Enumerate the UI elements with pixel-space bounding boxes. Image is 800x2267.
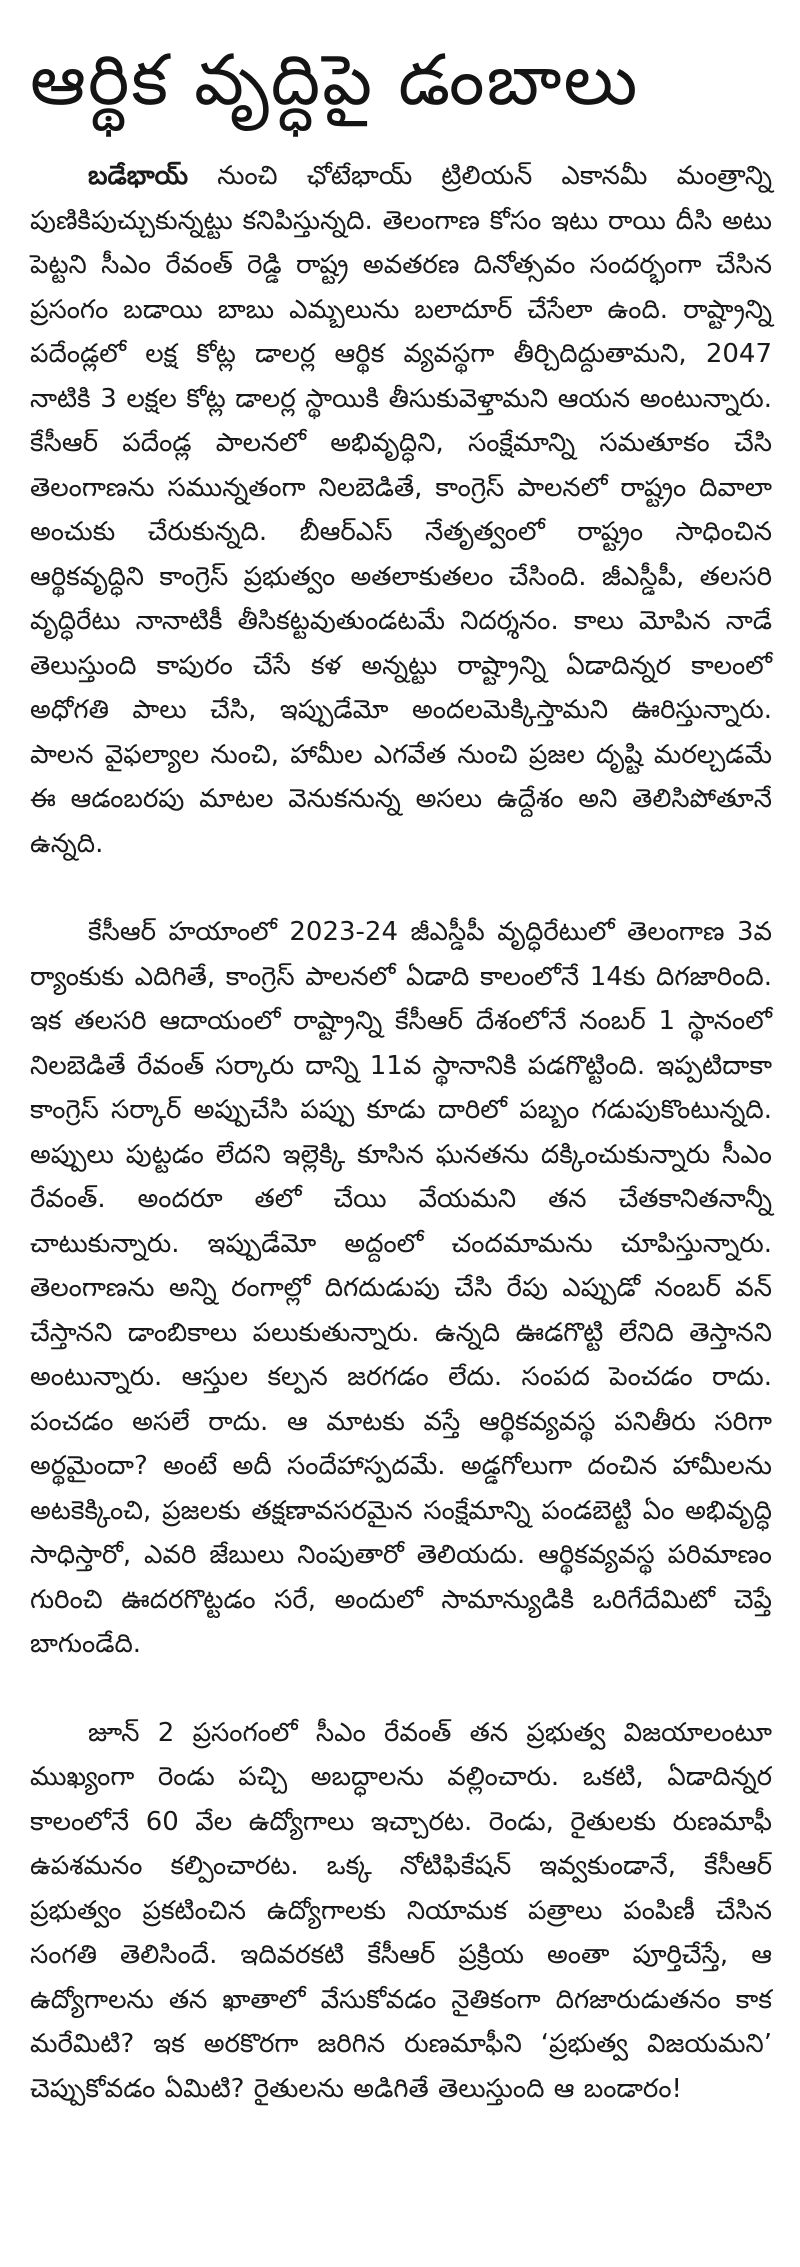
paragraph-2-text: కేసీఆర్ హయాంలో 2023-24 జీఎస్డీపీ వృద్ధిరేటులో తెలంగాణ 3వ ర్యాంకుకు ఎదిగితే, కాంగ్రెస్ పాలనలో ఏడాది కాలంలోనే 14కు దిగజారింది. ఇక తలసరి ఆదాయంలో రాష్ట్రాన్ని కేసీఆర్ దేశంలోనే నంబర్ 1 స్థానంలో నిలబెడితే రేవంత్ సర్కారు దాన్ని 11వ స్థానానికి పడగొట్టింది. ఇప్పటిదాకా కాంగ్రెస్ సర్కార్ అప్పుచేసి పప్పు కూడు దారిలో పబ్బం గడుపుకొంటున్నది. అప్పులు పుట్టడం లేదని ఇల్లెక్కి కూసిన ఘనతను దక్కించుకున్నారు సీఎం రేవంత్. అందరూ తలో చేయి వేయమని తన చేతకానితనాన్నీ చాటుకున్నారు. ఇప్పుడేమో అద్దంలో చందమామను చూపిస్తున్నారు. తెలంగాణను అన్ని రంగాల్లో దిగదుడుపు చేసి రేపు ఎప్పుడో నంబర్ వన్ చేస్తానని డాంబికాలు పలుకుతున్నారు. ఉన్నది ఊడగొట్టి లేనిది తెస్తానని అంటున్నారు. ఆస్తుల కల్పన జరగడం లేదు. సంపద పెంచడం రాదు. పంచడం అసలే రాదు. ఆ మాటకు వస్తే ఆర్థికవ్యవస్థ పనితీరు సరిగా అర్థమైందా? అంటే అదీ సందేహాస్పదమే. అడ్డగోలుగా దంచిన హామీలను అటకెక్కించి, ప్రజలకు తక్షణావసరమైన సంక్షేమాన్ని పండబెట్టి ఏం అభివృద్ధి సాధిస్తారో, ఎవరి జేబులు నింపుతారో తెలియదు. ఆర్థికవ్యవస్థ పరిమాణం గురించి ఊదరగొట్టడం సరే, అందులో సామాన్యుడికి ఒరిగేదేమిటో చెప్తే బాగుండేది. <box>30 917 772 1659</box>
paragraph-1-text: నుంచి ఛోటేభాయ్ ట్రిలియన్ ఎకానమీ మంత్రాన్ని పుణికిపుచ్చుకున్నట్టు కనిపిస్తున్నది. తెలంగాణ కోసం ఇటు రాయి దీసి అటు పెట్టని సీఎం రేవంత్ రెడ్డి రాష్ట్ర అవతరణ దినోత్సవం సందర్భంగా చేసిన ప్రసంగం బడాయి బాబు ఎమ్బలును బలాదూర్ చేసేలా ఉంది. రాష్ట్రాన్ని పదేండ్లలో లక్ష కోట్ల డాలర్ల ఆర్థిక వ్యవస్థగా తీర్చిదిద్దుతామని, 2047 నాటికి 3 లక్షల కోట్ల డాలర్ల స్థాయికి తీసుకువెళ్తామని ఆయన అంటున్నారు. కేసీఆర్ పదేండ్ల పాలనలో అభివృద్ధిని, సంక్షేమాన్ని సమతూకం చేసి తెలంగాణను సమున్నతంగా నిలబెడితే, కాంగ్రెస్ పాలనలో రాష్ట్రం దివాలా అంచుకు చేరుకున్నది. బీఆర్ఎస్ నేతృత్వంలో రాష్ట్రం సాధించిన ఆర్థికవృద్ధిని కాంగ్రెస్ ప్రభుత్వం అతలాకుతలం చేసింది. జీఎస్డీపీ, తలసరి వృద్ధిరేటు నానాటికీ తీసికట్టవుతుండటమే నిదర్శనం. కాలు మోపిన నాడే తెలుస్తుంది కాపురం చేసే కళ అన్నట్టు రాష్ట్రాన్ని ఏడాదిన్నర కాలంలో అధోగతి పాలు చేసి, ఇప్పుడేమో అందలమెక్కిస్తామని ఊరిస్తున్నారు. పాలన వైఫల్యాల నుంచి, హామీల ఎగవేత నుంచి ప్రజల దృష్టి మరల్చడమే ఈ ఆడంబరపు మాటల వెనుకనున్న అసలు ఉద్దేశం అని తెలిసిపోతూనే ఉన్నది. <box>30 161 772 859</box>
paragraph-3 <box>30 1711 772 2112</box>
paragraph-1 <box>30 154 772 866</box>
paragraph-3-text: జూన్ 2 ప్రసంగంలో సీఎం రేవంత్ తన ప్రభుత్వ విజయాలంటూ ముఖ్యంగా రెండు పచ్చి అబద్ధాలను వల్లించారు. ఒకటి, ఏడాదిన్నర కాలంలోనే 60 వేల ఉద్యోగాలు ఇచ్చారట. రెండు, రైతులకు రుణమాఫీ ఉపశమనం కల్పించారట. ఒక్క నోటిఫికేషన్ ఇవ్వకుండానే, కేసీఆర్ ప్రభుత్వం ప్రకటించిన ఉద్యోగాలకు నియామక పత్రాలు పంపిణీ చేసిన సంగతి తెలిసిందే. ఇదివరకటి కేసీఆర్ ప్రక్రియ అంతా పూర్తిచేస్తే, ఆ ఉద్యోగాలను తన ఖాతాలో వేసుకోవడం నైతికంగా దిగజారుడుతనం కాక మరేమిటి? ఇక అరకొరగా జరిగిన రుణమాఫీని ‘ప్రభుత్వ విజయమని’ చెప్పుకోవడం ఏమిటి? రైతులను అడిగితే తెలుస్తుంది ఆ బండారం! <box>30 1717 772 2104</box>
paragraph-2 <box>30 910 772 1667</box>
headline: ఆర్థిక వృద్ధిపై డంబాలు <box>30 39 640 121</box>
paragraph-1-lead: బడేభాయ్ <box>88 161 189 191</box>
